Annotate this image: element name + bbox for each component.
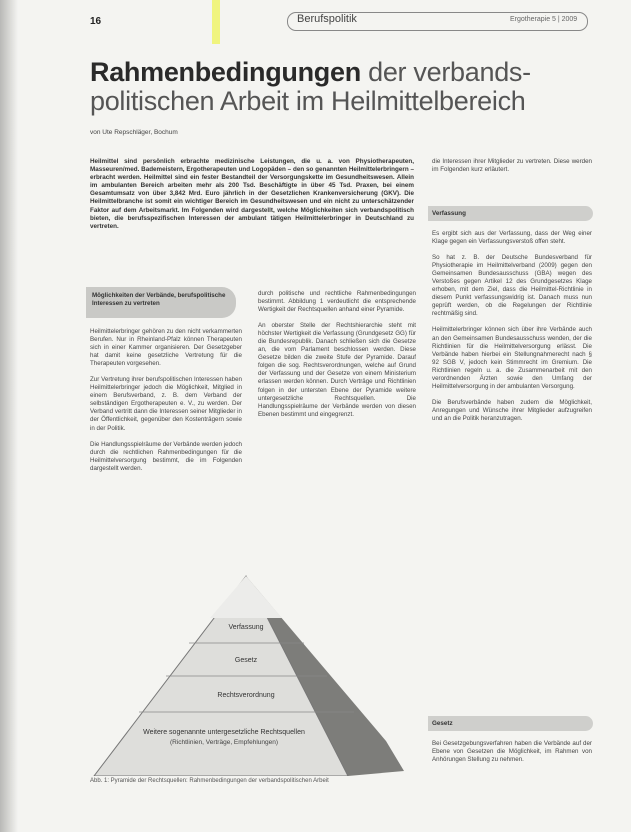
pyramid-level-verfassung: Verfassung (228, 624, 264, 631)
middle-paragraph: durch politische und rechtliche Rahmenbedingungen bestimmt. Abbildung 1 verdeutlicht die entsprechende Wertigkeit der Rechtsquellen anhand einer Pyramide. (258, 290, 416, 314)
title-line-2: politischen Arbeit im Heilmittelbereich (90, 86, 526, 116)
pyramid-level-sublabel: (Richtlinien, Verträge, Empfehlungen) (169, 739, 279, 746)
pyramid-tip (210, 576, 282, 618)
title-bold: Rahmenbedingungen (90, 57, 361, 87)
page-gutter-shadow (0, 0, 18, 832)
middle-paragraph: An oberster Stelle der Rechtshierarchie steht mit höchster Wertigkeit die Verfassung (Grundgesetz GG) für die Bundesrepublik. Danach schließen sich die Gesetze an, die vom Parlament beschlossen werden. Diese Gesetze bilden die zweite Stufe der Pyramide. Darauf folgen die sog. Rechtsverordnungen, welche auf Grund der Verfassung und der Gesetze von einem Ministerium erlassen werden können. Durch Verträge und Richtlinien folgen in der untersten Ebene der Pyramide weitere untergesetzliche Rechtsquellen. Die Handlungsspielräume der Verbände werden von diesen Ebenen bestimmt und eingegrenzt. (258, 322, 416, 418)
right-paragraph: So hat z. B. der Deutsche Bundesverband für Physiotherapie im Heilmittelverband (2009) gegen den Gemeinsamen Bundesausschuss (GBA) wegen des Verstoßes gegen Artikel 12 des Grundgesetzes Klage erhoben, mit dem Ziel, dass die Heilmittel-Richtlinie in diesem Punkt verfassungswidrig ist. Danach muss nun geprüft werden, ob die Regelungen der Richtlinie rechtmäßig sind. (432, 254, 592, 318)
left-box-heading (86, 287, 236, 318)
right-paragraph: Heilmittelerbringer können sich über ihre Verbände auch an den Gemeinsamen Bundesausschuss wenden, der die Richtlinien für die Heilmittelversorgung erlässt. Die Verbände haben hierbei ein Stellungnahmerecht nach § 92 SGB V, jedoch kein Stimmrecht im Gremium. Die Richtlinien regeln u. a. die Zusammenarbeit mit den verordnenden Ärzten sowie den Umfang der Heilmittelversorgung in der ambulanten Versorgung. (432, 326, 592, 390)
right-heading-gesetz-text: Gesetz (432, 720, 453, 727)
right-paragraph: Es ergibt sich aus der Verfassung, dass der Weg einer Klage gegen ein Verfassungsverstoß offen steht. (432, 230, 592, 246)
lead-paragraph: Heilmittel sind persönlich erbrachte medizinische Leistungen, die u. a. von Physiotherapeuten, Masseuren/med. Bademeistern, Ergotherapeuten und Logopäden – den so genannten Heilmittelerbringern – erbracht werden. Heilmittel sind ein fester Bestandteil der Versorgungskette im Gesundheitswesen. Allein im ambulanten Bereich arbeiten mehr als 200 Tsd. Beschäftigte in über 45 Tsd. Praxen, bei einem Gesamtumsatz von über 3,842 Mrd. Euro jährlich in der Gesetzlichen Krankenversicherung (GKV). Die Heilmittelbranche ist somit ein wichtiger Bereich im Gesundheitswesen und ein nicht zu unterschätzender Faktor auf dem Arbeitsmarkt. Im Folgenden wird dargestellt, welche Möglichkeiten sich verbandspolitisch bieten, die berufsspezifischen Interessen der ambulant tätigen Heilmittelerbringer in Deutschland zu vertreten. (90, 158, 414, 230)
right-column-section-2: Bei Gesetzgebungsverfahren haben die Verbände auf der Ebene von Gesetzen die Möglichkeit, im Rahmen von Anhörungen Stellung zu nehmen. (432, 740, 592, 764)
left-column (90, 328, 242, 560)
article-title (90, 58, 610, 116)
pyramid-level-untergesetzlich: Weitere sogenannte untergesetzliche Rechtsquellen (143, 729, 305, 736)
left-box-heading-text: Möglichkeiten der Verbände, berufspolitische Interessen zu vertreten (92, 292, 226, 308)
pyramid-figure (86, 566, 426, 776)
right-paragraph: Die Berufsverbände haben zudem die Möglichkeit, Anregungen und Wünsche ihrer Mitglieder aufzugreifen und an die Politik heranzutragen. (432, 398, 592, 422)
highlighter-mark (212, 0, 220, 44)
pyramid-level-rechtsverordnung: Rechtsverordnung (217, 692, 275, 699)
pyramid-level-gesetz: Gesetz (234, 657, 258, 664)
left-paragraph: Heilmittelerbringer gehören zu den nicht verkammerten Berufen. Nur in Rheinland-Pfalz können Therapeuten sich in einer Kammer organisieren. Der Gesetzgeber hat damit keine gesetzliche Vertretung für die Therapeuten vorgesehen. (90, 328, 242, 368)
title-rest: der verbands- (368, 57, 531, 87)
section-label: Berufspolitik (297, 13, 357, 25)
right-intro: die Interessen ihrer Mitglieder zu vertreten. Diese werden im Folgenden kurz erläutert. (432, 158, 592, 174)
right-heading-verfassung (428, 206, 593, 221)
magazine-label: Ergotherapie 5 | 2009 (510, 16, 578, 23)
page-number: 16 (90, 16, 102, 27)
left-paragraph: Zur Vertretung ihrer berufspolitischen Interessen haben Heilmittelerbringer jedoch die Möglichkeit, Mitglied in einem Berufsverband, z. B. dem Verband der selbständigen Ergotherapeuten e. V., zu werden. Der Verband vertritt dann die Interessen seiner Mitglieder in der Öffentlichkeit, gegenüber den Kostenträgern sowie in der Politik. (90, 376, 242, 432)
middle-column (258, 290, 416, 562)
right-heading-gesetz (428, 716, 593, 731)
left-paragraph: Die Handlungsspielräume der Verbände werden jedoch durch die rechtlichen Rahmenbedingungen für die Heilmittelversorgung bestimmt, die im Folgenden dargestellt werden. (90, 440, 242, 472)
right-column-section-1 (432, 230, 592, 590)
right-heading-verfassung-text: Verfassung (432, 210, 466, 217)
figure-caption: Abb. 1: Pyramide der Rechtsquellen: Rahmenbedingungen der verbandspolitischen Arbeit (90, 778, 329, 784)
author-line: von Ute Repschläger, Bochum (90, 129, 178, 136)
